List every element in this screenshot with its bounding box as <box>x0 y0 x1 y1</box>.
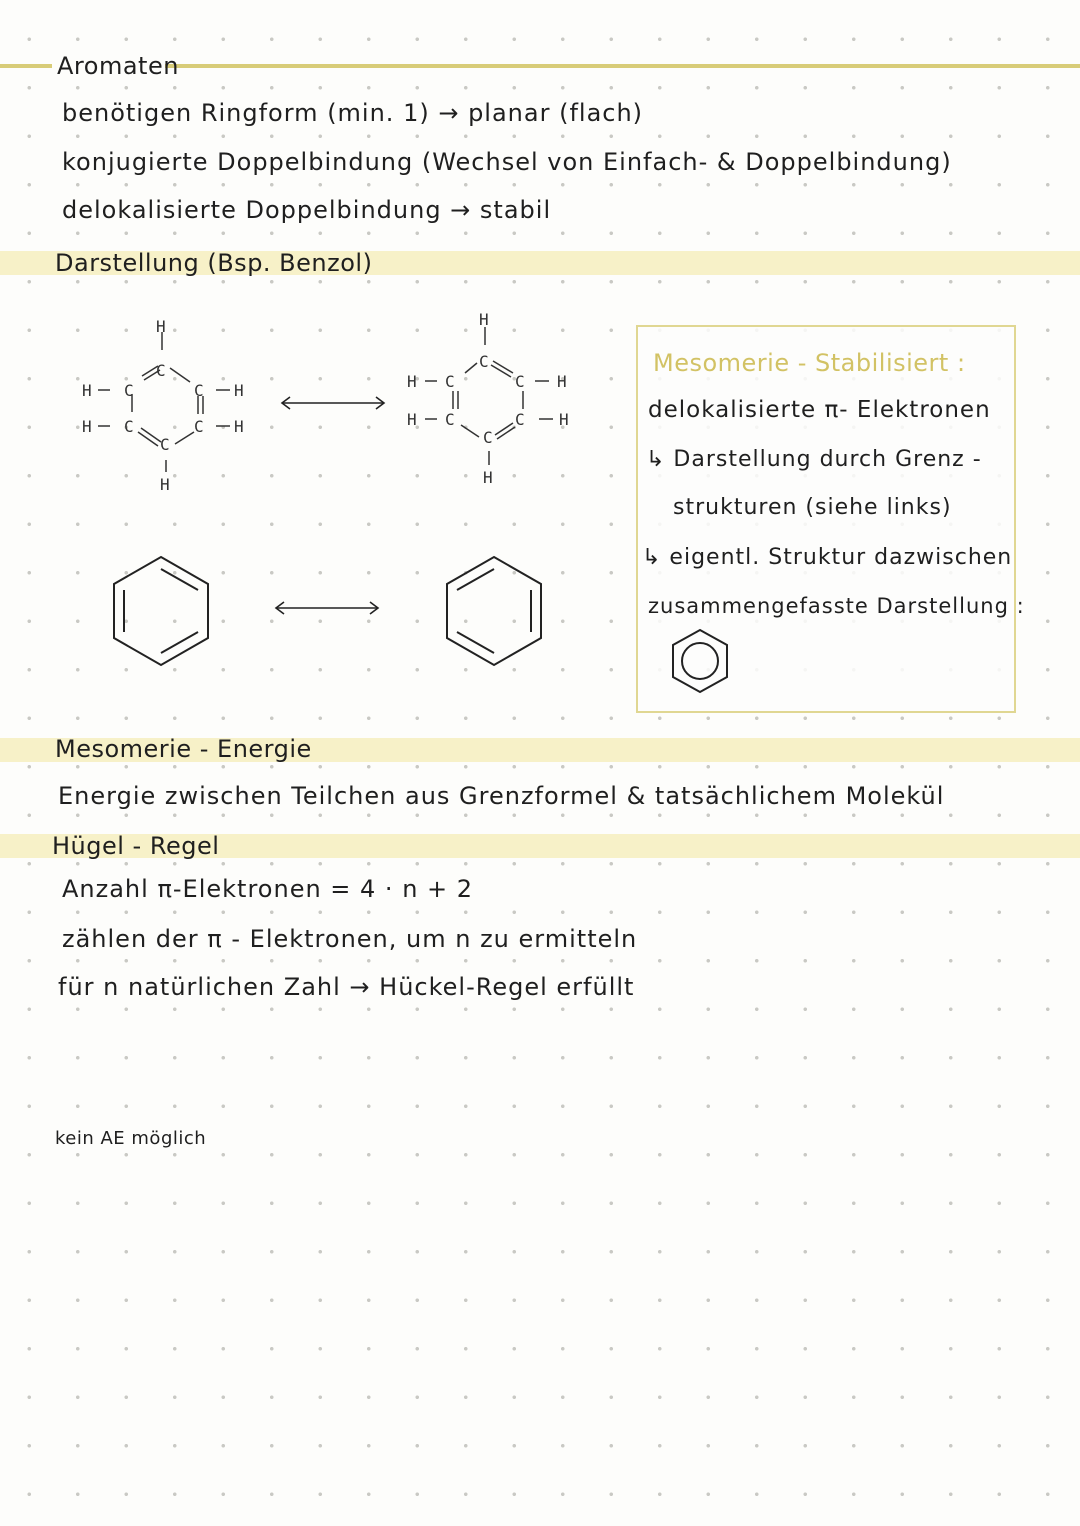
box-line-zusammengefasst: zusammengefasste Darstellung : <box>648 594 1025 618</box>
note-kein-ae: kein AE möglich <box>55 1128 207 1149</box>
box-line-eigentl: ↳ eigentl. Struktur dazwischen <box>642 545 1013 570</box>
atom-c: C <box>515 372 525 391</box>
bullet-energie: Energie zwischen Teilchen aus Grenzformel & tatsächlichem Molekül <box>58 782 945 810</box>
atom-c: C <box>160 435 170 454</box>
heading-aromaten: Aromaten <box>57 52 179 80</box>
atom-c: C <box>124 417 134 436</box>
atom-h: H <box>156 317 166 336</box>
benzene-structural-formula-1 <box>70 310 280 500</box>
atom-c: C <box>483 428 493 447</box>
mesomerie-info-box <box>636 325 1025 713</box>
bullet-anzahl: Anzahl π-Elektronen = 4 · n + 2 <box>62 875 474 903</box>
atom-h: H <box>82 381 92 400</box>
benzene-kekule-icon <box>108 553 214 669</box>
heading-rule-right <box>165 64 1080 68</box>
atom-h: H <box>160 475 170 494</box>
bullet-ringform: benötigen Ringform (min. 1) → planar (flach) <box>62 99 644 127</box>
bullet-konjugiert: konjugierte Doppelbindung (Wechsel von Einfach- & Doppelbindung) <box>62 148 952 176</box>
atom-h: H <box>479 310 489 329</box>
benzene-structural-formula-2 <box>395 305 605 495</box>
bullet-delokalisiert: delokalisierte Doppelbindung → stabil <box>62 196 552 224</box>
bullet-naturlich: für n natürlichen Zahl → Hückel-Regel erfüllt <box>58 973 635 1001</box>
atom-h: H <box>234 381 244 400</box>
heading-huckel: Hügel - Regel <box>52 832 220 860</box>
atom-h: H <box>234 417 244 436</box>
atom-h: H <box>407 372 417 391</box>
heading-darstellung: Darstellung (Bsp. Benzol) <box>55 249 373 277</box>
atom-c: C <box>515 410 525 429</box>
atom-h: H <box>557 372 567 391</box>
resonance-arrow-icon <box>278 395 390 411</box>
box-line-grenz: ↳ Darstellung durch Grenz - <box>646 447 982 472</box>
benzene-circle-icon <box>670 627 730 695</box>
heading-rule-left <box>0 64 52 68</box>
box-line-delokalisiert: delokalisierte π- Elektronen <box>648 397 991 423</box>
atom-h: H <box>407 410 417 429</box>
atom-c: C <box>124 381 134 400</box>
atom-c: C <box>445 410 455 429</box>
box-line-strukturen: strukturen (siehe links) <box>673 495 952 520</box>
atom-h: H <box>559 410 569 429</box>
benzene-kekule-alt-icon <box>441 553 547 669</box>
box-title: Mesomerie - Stabilisiert : <box>653 349 966 377</box>
atom-c: C <box>445 372 455 391</box>
atom-c: C <box>194 417 204 436</box>
bullet-zahlen: zählen der π - Elektronen, um n zu ermitteln <box>62 925 638 953</box>
resonance-arrow-icon <box>272 600 384 616</box>
atom-c: C <box>156 361 166 380</box>
atom-h: H <box>82 417 92 436</box>
atom-c: C <box>194 381 204 400</box>
heading-mesomerie-energie: Mesomerie - Energie <box>55 735 312 763</box>
atom-c: C <box>479 352 489 371</box>
atom-h: H <box>483 468 493 487</box>
